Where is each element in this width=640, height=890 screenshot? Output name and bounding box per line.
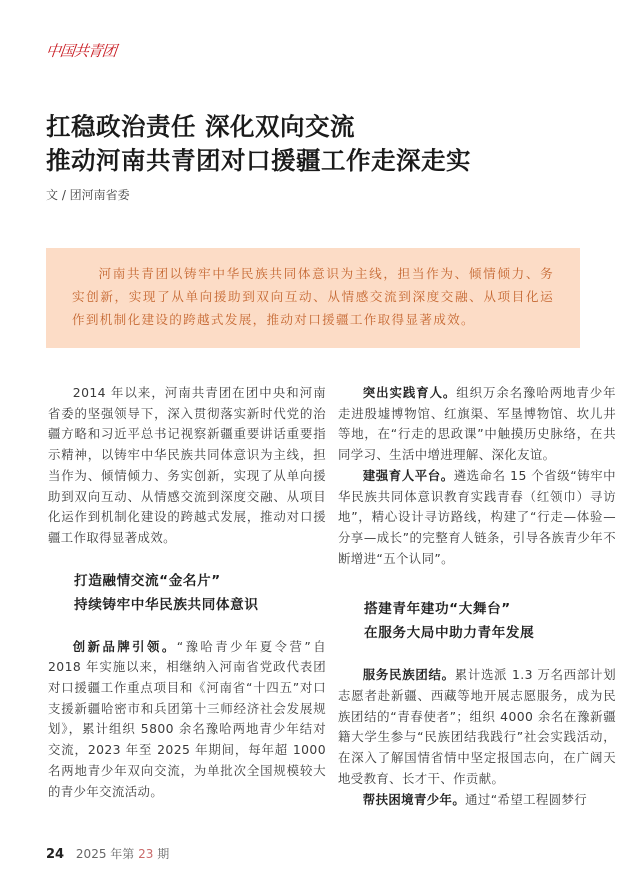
paragraph-brand-innovation [48,637,326,803]
left-column [48,383,326,802]
byline: 文 / 团河南省委 [46,188,130,202]
article-title [46,110,471,178]
paragraph-education-platform [338,466,616,570]
paragraph-body: 遴选命名 15 个省级“铸牢中华民族共同体意识教育实践青春（红领巾）寻访地”，精心设计寻访路线，构建了“行走—体验—分享—成长”的完整育人链条，引导各族青少年不断增进“五个认同”。 [338,467,616,566]
section-heading-2 [338,597,616,645]
section-heading-2-line-1: 搭建青年建功“大舞台” [364,601,511,618]
paragraph-body: 组织万余名豫哈两地青少年走进殷墟博物馆、红旗渠、军垦博物馆、坎儿井等地，在“行走的思政课”中触摸历史脉络，在共同学习、生活中增进理解、深化友谊。 [338,385,616,463]
paragraph-lead: 帮扶困境青少年。 [362,791,466,807]
issue-number: 23 [138,847,154,861]
abstract-box [46,248,580,348]
paragraph-lead: 建强育人平台。 [362,467,454,483]
page-number: 24 [46,847,65,862]
section-heading-1-line-1: 打造融情交流“金名片” [74,572,221,589]
section-heading-1 [48,569,326,617]
title-line-1: 扛稳政治责任 深化双向交流 [46,112,356,141]
right-column [338,383,616,810]
paragraph-lead: 服务民族团结。 [362,667,455,683]
page-footer [46,845,169,862]
paragraph-lead: 创新品牌引领。 [72,638,177,654]
intro-paragraph: 2014 年以来，河南共青团在团中央和河南省委的坚强领导下，深入贯彻落实新时代党的治疆方略和习近平总书记视察新疆重要讲话重要指示精神，以铸牢中华民族共同体意识为主线，担当作为、倾情倾力、务实创新，实现了从单向援助到双向互动、从情感交流到深度交融、从项目化运作到机制化建设的跨越式发展，推动对口援疆工作取得显著成效。 [48,385,326,545]
section-heading-1-line-2: 持续铸牢中华民族共同体意识 [74,596,259,613]
magazine-logo: 中国共青团 [45,42,117,60]
paragraph-ethnic-unity [338,665,616,789]
abstract-text: 河南共青团以铸牢中华民族共同体意识为主线，担当作为、倾情倾力、务实创新，实现了从单向援助到双向互动、从情感交流到深度交融、从项目化运作到机制化建设的跨越式发展，推动对口援疆工作取得显著成效。 [72,266,554,327]
paragraph-help-youth [338,790,616,811]
paragraph-body: 累计选派 1.3 万名西部计划志愿者赴新疆、西藏等地开展志愿服务，成为民族团结的“青春使者”；组织 4000 余名在豫新疆籍大学生参与“民族团结我践行”社会实践活动，在深入了解国情省情中坚定报国志向，在广阔天地受教育、长才干、作贡献。 [338,667,616,786]
paragraph-lead: 突出实践育人。 [362,385,457,400]
paragraph-practice-education [338,383,616,466]
paragraph-body: “豫哈青少年夏令营”自 2018 年实施以来，相继纳入河南省党政代表团对口援疆工作重点项目和《河南省“十四五”对口支援新疆哈密市和兵团第十三师经济社会发展规划》，累计组织 5800 余名豫哈两地青少年结对交流，2023 年至 2025 年期间，每年超 1000 名两地青少年双向交流，为单批次全国规模较大的青少年交流活动。 [48,638,326,799]
paragraph-body: 通过“希望工程圆梦行 [465,791,588,807]
issue-suffix: 期 [157,847,170,861]
issue-year: 2025 年第 [75,847,135,861]
title-line-2: 推动河南共青团对口援疆工作走深走实 [46,146,471,175]
section-heading-2-line-2: 在服务大局中助力青年发展 [364,625,535,642]
